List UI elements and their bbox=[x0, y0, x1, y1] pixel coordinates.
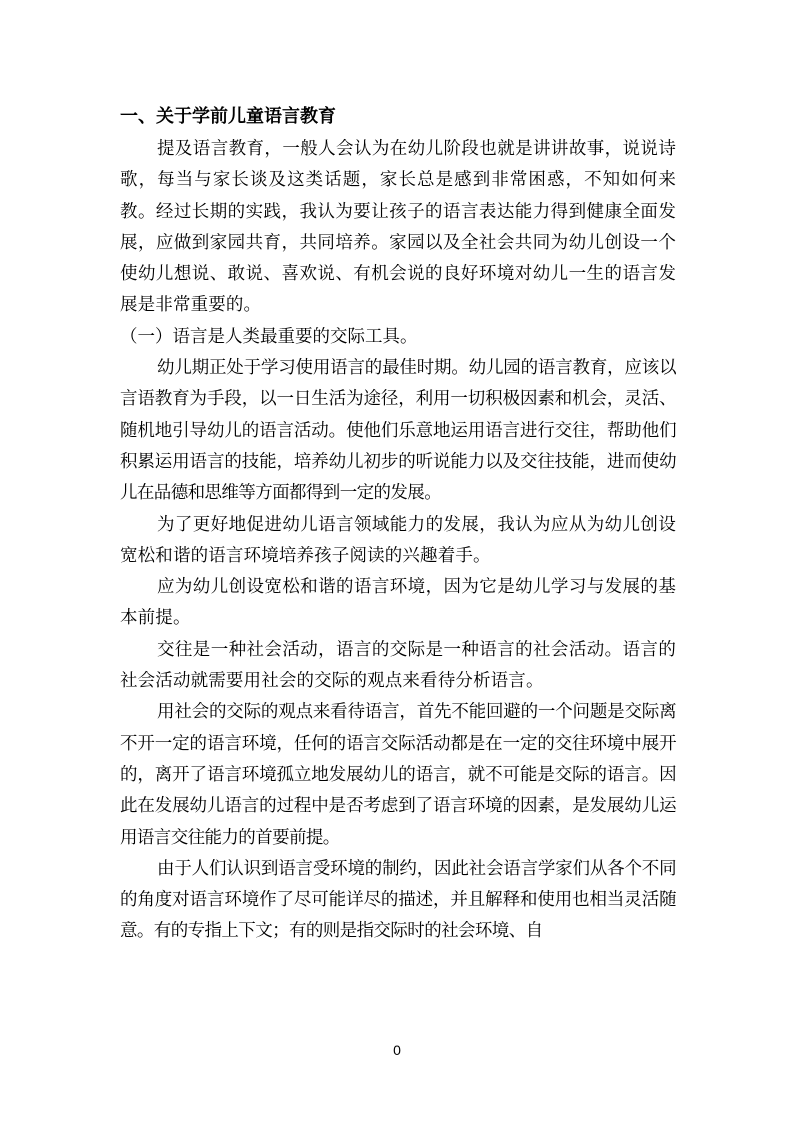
paragraph-create-environment: 应为幼儿创设宽松和谐的语言环境，因为它是幼儿学习与发展的基本前提。 bbox=[120, 577, 676, 629]
paragraph-language-period: 幼儿期正处于学习使用语言的最佳时期。幼儿园的语言教育，应该以言语教育为手段，以一日生活为途径，利用一切积极因素和机会，灵活、随机地引导幼儿的语言活动。使他们乐意地运用语言进行交往，帮助他们积累运用语言的技能，培养幼儿初步的听说能力以及交往技能，进而使幼儿在品德和思维等方面都得到一定的发展。 bbox=[120, 358, 676, 504]
document-body bbox=[120, 103, 676, 948]
paragraph-intro: 提及语言教育，一般人会认为在幼儿阶段也就是讲讲故事，说说诗歌，每当与家长谈及这类话题，家长总是感到非常困惑，不知如何来教。经过长期的实践，我认为要让孩子的语言表达能力得到健康全面发展，应做到家园共育，共同培养。家园以及全社会共同为幼儿创设一个使幼儿想说、敢说、喜欢说、有机会说的良好环境对幼儿一生的语言发展是非常重要的。 bbox=[120, 139, 676, 316]
paragraph-environment-constraint: 由于人们认识到语言受环境的制约，因此社会语言学家们从各个不同的角度对语言环境作了尽可能详尽的描述，并且解释和使用也相当灵活随意。有的专指上下文；有的则是指交际时的社会环境、自 bbox=[120, 858, 676, 942]
paragraph-communication-view: 用社会的交际的观点来看待语言，首先不能回避的一个问题是交际离不开一定的语言环境，任何的语言交际活动都是在一定的交往环境中展开的，离开了语言环境孤立地发展幼儿的语言，就不可能是交际的语言。因此在发展幼儿语言的过程中是否考虑到了语言环境的因素，是发展幼儿运用语言交往能力的首要前提。 bbox=[120, 702, 676, 848]
paragraph-promote-ability: 为了更好地促进幼儿语言领域能力的发展，我认为应从为幼儿创设宽松和谐的语言环境培养孩子阅读的兴趣着手。 bbox=[120, 514, 676, 566]
section-heading: 一、关于学前儿童语言教育 bbox=[120, 106, 336, 127]
subsection-heading: （一）语言是人类最重要的交际工具。 bbox=[120, 326, 418, 347]
page-number: 0 bbox=[393, 1042, 401, 1058]
paragraph-social-activity: 交往是一种社会活动，语言的交际是一种语言的社会活动。语言的社会活动就需要用社会的交际的观点来看待分析语言。 bbox=[120, 639, 676, 692]
